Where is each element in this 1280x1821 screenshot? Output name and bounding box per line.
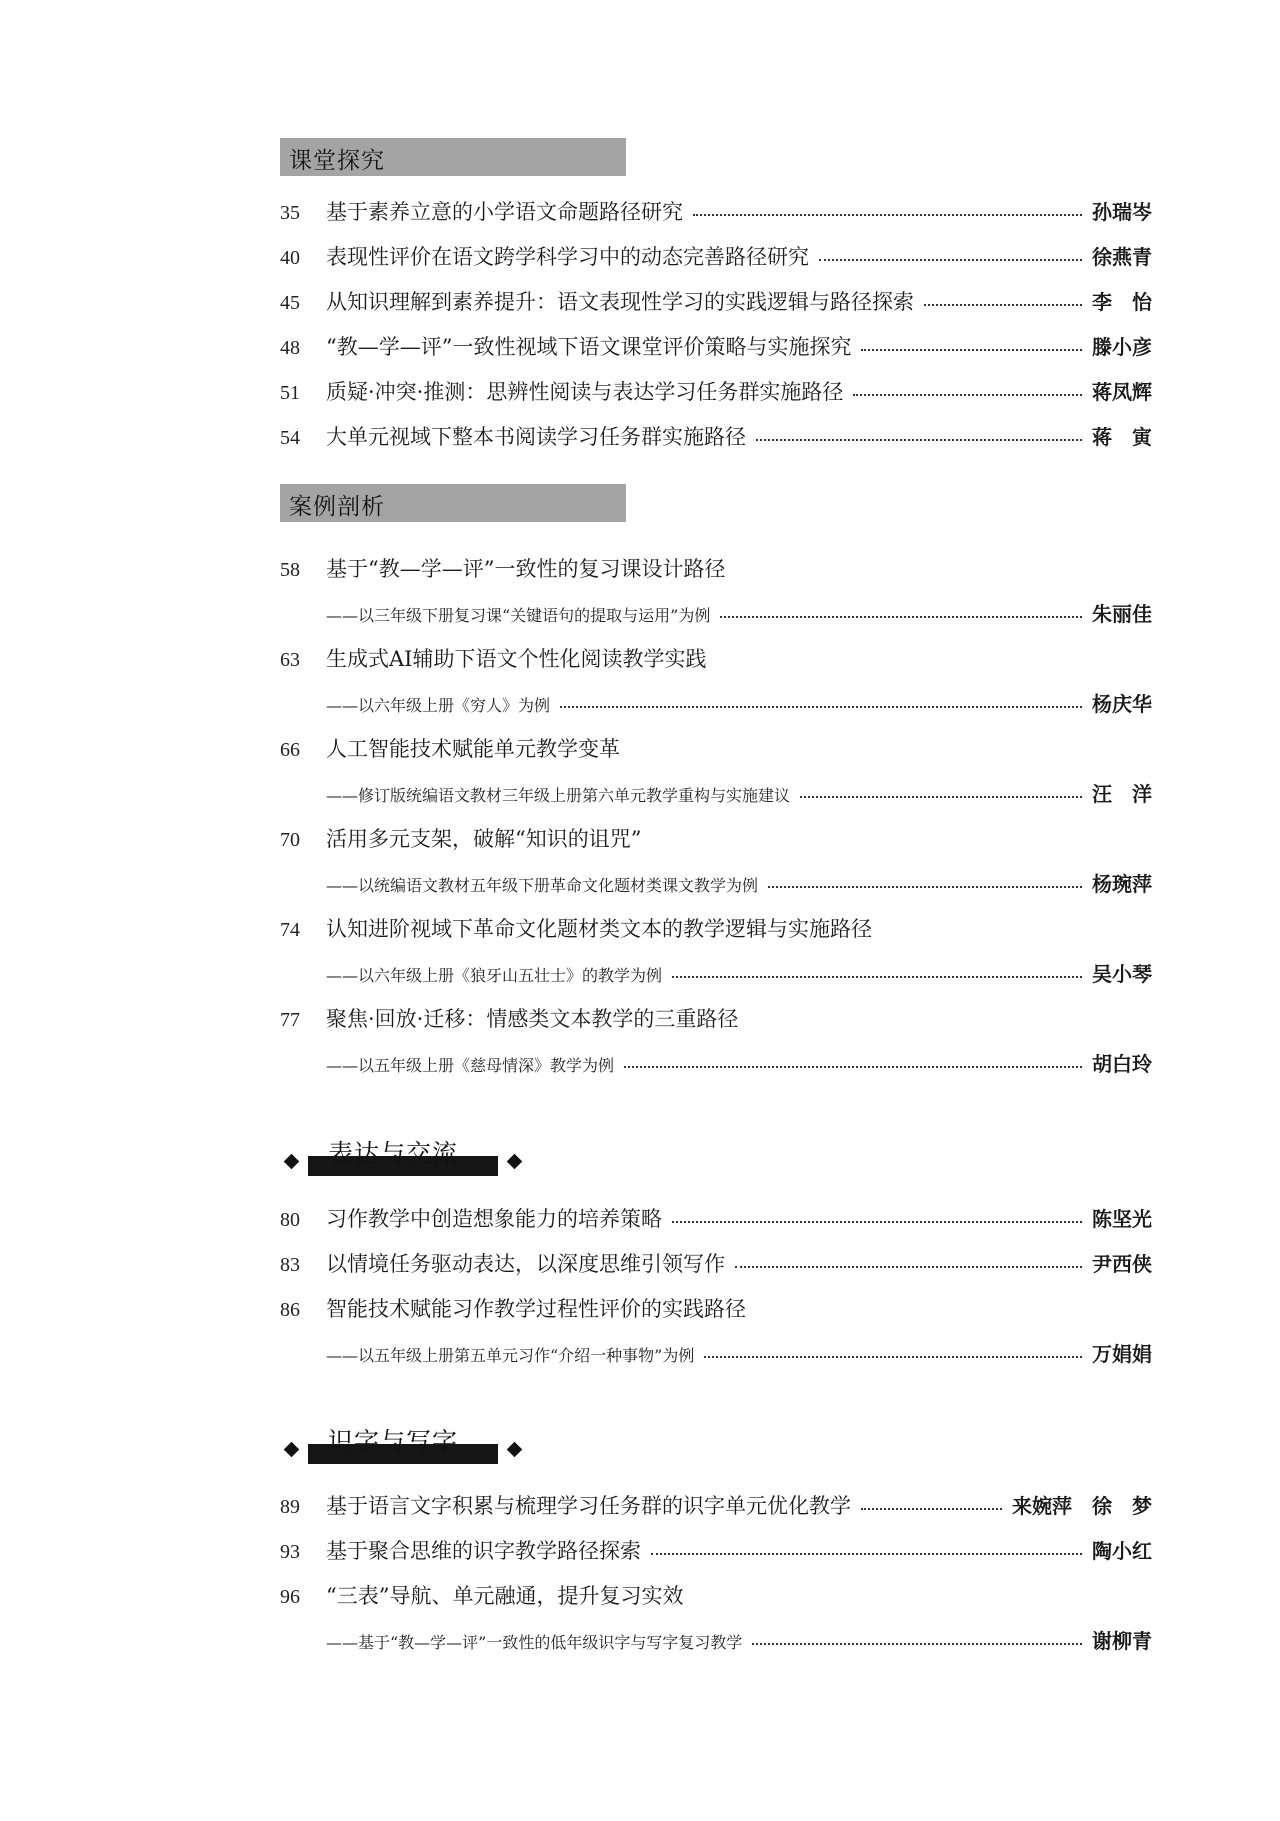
dot-leader — [819, 258, 1082, 261]
toc-entry-subtitle[interactable] — [280, 1048, 1152, 1078]
toc-entry[interactable] — [280, 733, 1152, 763]
dot-leader — [924, 303, 1082, 306]
dot-leader — [651, 1552, 1082, 1555]
dot-leader — [720, 615, 1082, 618]
entry-author: 杨庆华 — [1092, 692, 1152, 716]
page-number: 93 — [280, 1541, 300, 1563]
entry-title: 质疑·冲突·推测：思辨性阅读与表达学习任务群实施路径 — [326, 380, 844, 404]
entry-author: 杨琬萍 — [1092, 872, 1152, 896]
dot-leader — [672, 975, 1082, 978]
toc-entry-subtitle[interactable] — [280, 778, 1152, 808]
page-number: 40 — [280, 247, 300, 269]
entry-title: 从知识理解到素养提升：语文表现性学习的实践逻辑与路径探索 — [326, 290, 914, 314]
dot-leader — [800, 795, 1082, 798]
entry-title: “教—学—评”一致性视域下语文课堂评价策略与实施探究 — [326, 335, 852, 359]
entry-title: 以情境任务驱动表达，以深度思维引领写作 — [326, 1252, 725, 1276]
entry-author: 谢柳青 — [1092, 1629, 1152, 1653]
toc-entry[interactable] — [280, 196, 1152, 226]
entry-author: 尹西侠 — [1092, 1252, 1152, 1276]
toc-entry[interactable] — [280, 553, 1152, 583]
entry-subtitle: ——以五年级上册第五单元习作“介绍一种事物”为例 — [326, 1346, 695, 1365]
toc-entry[interactable] — [280, 1490, 1152, 1520]
toc-entry[interactable] — [280, 1293, 1152, 1323]
column-title: 识字与写字 — [328, 1427, 459, 1456]
page-number: 96 — [280, 1586, 300, 1608]
entry-author: 陈坚光 — [1092, 1207, 1152, 1231]
page-number: 48 — [280, 337, 300, 359]
entry-title: 人工智能技术赋能单元教学变革 — [326, 737, 620, 761]
page-number: 74 — [280, 919, 300, 941]
toc-entry[interactable] — [280, 331, 1152, 361]
entry-author: 吴小琴 — [1092, 962, 1152, 986]
toc-entry[interactable] — [280, 823, 1152, 853]
diamond-icon — [284, 1442, 300, 1458]
dot-leader — [752, 1642, 1082, 1645]
page-number: 86 — [280, 1299, 300, 1321]
toc-entry-subtitle[interactable] — [280, 958, 1152, 988]
entry-subtitle: ——以五年级上册《慈母情深》教学为例 — [326, 1056, 615, 1075]
column-title: 表达与交流 — [328, 1139, 459, 1168]
dot-leader — [693, 213, 1082, 216]
dot-leader — [704, 1355, 1082, 1358]
column-header-biaoda — [282, 1139, 542, 1182]
entry-title: 大单元视域下整本书阅读学习任务群实施路径 — [326, 425, 746, 449]
dot-leader — [672, 1220, 1082, 1223]
entry-author: 朱丽佳 — [1092, 602, 1152, 626]
page-number: 54 — [280, 427, 300, 449]
page-number: 70 — [280, 829, 300, 851]
entry-title: 智能技术赋能习作教学过程性评价的实践路径 — [326, 1297, 746, 1321]
toc-entry-subtitle[interactable] — [280, 1625, 1152, 1655]
entry-title: 活用多元支架，破解“知识的诅咒” — [326, 827, 642, 851]
entry-author: 陶小红 — [1092, 1539, 1152, 1563]
page-number: 63 — [280, 649, 300, 671]
page-number: 89 — [280, 1496, 300, 1518]
entry-subtitle: ——以六年级上册《狼牙山五壮士》的教学为例 — [326, 966, 663, 985]
page-number: 83 — [280, 1254, 300, 1276]
toc-entry[interactable] — [280, 1003, 1152, 1033]
entry-title: 生成式AI辅助下语文个性化阅读教学实践 — [326, 647, 707, 671]
entry-subtitle: ——修订版统编语文教材三年级上册第六单元教学重构与实施建议 — [326, 786, 791, 805]
dot-leader — [768, 885, 1082, 888]
page-number: 45 — [280, 292, 300, 314]
entry-title: 基于“教—学—评”一致性的复习课设计路径 — [326, 557, 726, 581]
dot-leader — [560, 705, 1082, 708]
toc-entry[interactable] — [280, 421, 1152, 451]
page-number: 80 — [280, 1209, 300, 1231]
entry-author: 李 怡 — [1092, 290, 1152, 314]
dot-leader — [853, 393, 1082, 396]
column-header-shizi — [282, 1427, 542, 1470]
entry-author: 蒋凤辉 — [1092, 380, 1152, 404]
page-number: 35 — [280, 202, 300, 224]
entry-subtitle: ——以三年级下册复习课“关键语句的提取与运用”为例 — [326, 606, 711, 625]
toc-entry-subtitle[interactable] — [280, 598, 1152, 628]
entry-author: 滕小彦 — [1092, 335, 1152, 359]
diamond-icon — [284, 1154, 300, 1170]
entry-title: “三表”导航、单元融通，提升复习实效 — [326, 1584, 684, 1608]
entry-subtitle: ——基于“教—学—评”一致性的低年级识字与写字复习教学 — [326, 1633, 743, 1652]
dot-leader — [861, 1507, 1002, 1510]
toc-entry[interactable] — [280, 1535, 1152, 1565]
page-number: 77 — [280, 1009, 300, 1031]
page-number: 51 — [280, 382, 300, 404]
entry-subtitle: ——以统编语文教材五年级下册革命文化题材类课文教学为例 — [326, 876, 759, 895]
entry-title: 习作教学中创造想象能力的培养策略 — [326, 1207, 662, 1231]
toc-entry-subtitle[interactable] — [280, 868, 1152, 898]
toc-entry-subtitle[interactable] — [280, 1338, 1152, 1368]
dot-leader — [861, 348, 1082, 351]
entry-title: 基于语言文字积累与梳理学习任务群的识字单元优化教学 — [326, 1494, 851, 1518]
toc-entry[interactable] — [280, 643, 1152, 673]
entry-title: 认知进阶视域下革命文化题材类文本的教学逻辑与实施路径 — [326, 917, 872, 941]
entry-title: 聚焦·回放·迁移：情感类文本教学的三重路径 — [326, 1007, 739, 1031]
entry-author: 胡白玲 — [1092, 1052, 1152, 1076]
entry-author: 蒋 寅 — [1092, 425, 1152, 449]
entry-author: 来婉萍 徐 梦 — [1012, 1494, 1152, 1518]
dot-leader — [624, 1065, 1082, 1068]
entry-subtitle: ——以六年级上册《穷人》为例 — [326, 696, 551, 715]
entry-title: 基于聚合思维的识字教学路径探索 — [326, 1539, 641, 1563]
diamond-icon — [507, 1154, 523, 1170]
section-header-ketang — [280, 138, 626, 176]
entry-author: 徐燕青 — [1092, 245, 1152, 269]
page-number: 58 — [280, 559, 300, 581]
dot-leader — [756, 438, 1082, 441]
entry-author: 汪 洋 — [1092, 782, 1152, 806]
page-number: 66 — [280, 739, 300, 761]
toc-entry[interactable] — [280, 1248, 1152, 1278]
section-title: 课堂探究 — [289, 148, 385, 174]
entry-author: 万娟娟 — [1092, 1342, 1152, 1366]
diamond-icon — [507, 1442, 523, 1458]
toc-entry[interactable] — [280, 1203, 1152, 1233]
section-header-anli — [280, 484, 626, 522]
toc-entry[interactable] — [280, 376, 1152, 406]
toc-entry-subtitle[interactable] — [280, 688, 1152, 718]
toc-entry[interactable] — [280, 241, 1152, 271]
dot-leader — [735, 1265, 1082, 1268]
section-title: 案例剖析 — [289, 494, 385, 520]
toc-entry[interactable] — [280, 1580, 1152, 1610]
entry-title: 表现性评价在语文跨学科学习中的动态完善路径研究 — [326, 245, 809, 269]
entry-author: 孙瑞岑 — [1092, 200, 1152, 224]
toc-entry[interactable] — [280, 913, 1152, 943]
toc-entry[interactable] — [280, 286, 1152, 316]
entry-title: 基于素养立意的小学语文命题路径研究 — [326, 200, 683, 224]
